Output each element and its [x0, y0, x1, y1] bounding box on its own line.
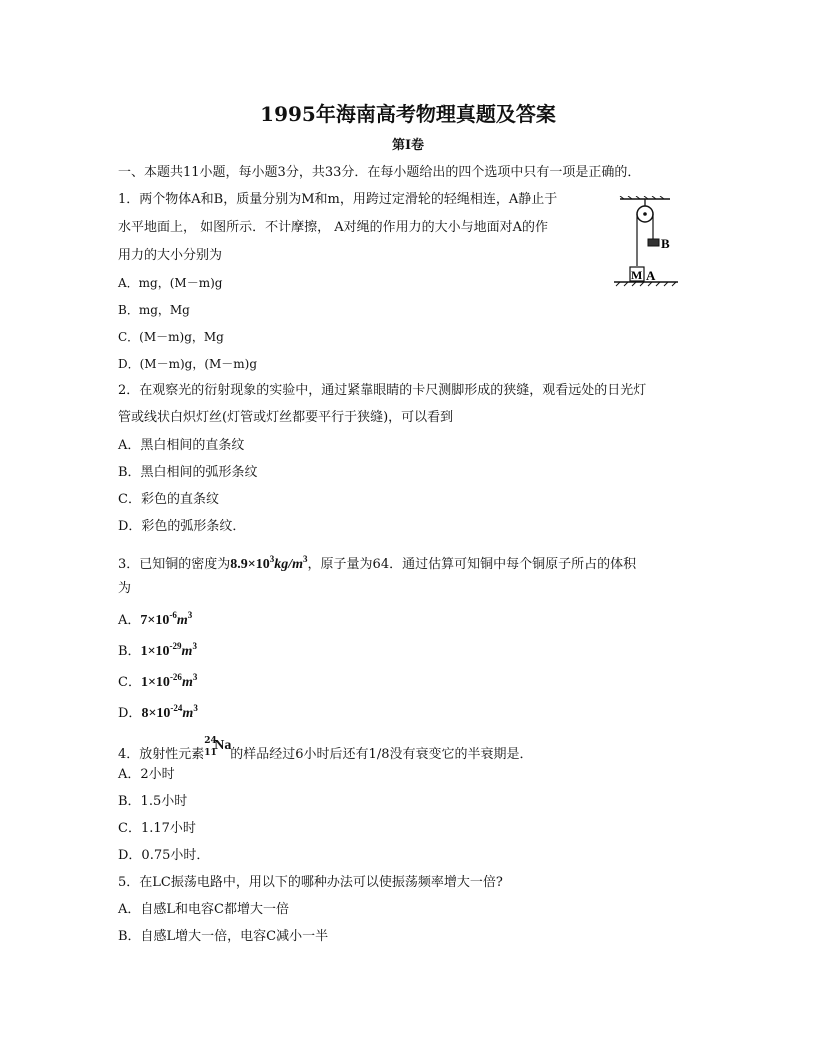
q2-option-d: D．彩色的弧形条纹． — [118, 519, 246, 534]
q4-stem-before: 4．放射性元素 — [118, 747, 205, 762]
q4-option-a: A．2小时 — [118, 767, 175, 782]
q1-option-b: B．mg，Mg — [118, 303, 190, 317]
q1-stem-line2: 水平地面上， 如图所示．不计摩擦， A对绳的作用力的大小与地面对A的作 — [118, 220, 549, 235]
q3-stem-line2: 为 — [118, 581, 132, 596]
block-a-label: A — [646, 268, 656, 283]
q4-stem — [118, 736, 533, 764]
q2-option-c: C．彩色的直条纹 — [118, 492, 219, 507]
q1-stem-line3: 用力的大小分别为 — [118, 248, 223, 263]
q3-option-b: B．$1\times 10^{-29}m^3$ — [118, 641, 197, 659]
q1-option-d: D．(M－m)g，(M－m)g — [118, 357, 258, 371]
q4-option-b: B．1.5小时 — [118, 794, 188, 809]
sodium-nuclide: 24 11 Na — [204, 736, 232, 758]
q3-option-a: A．$7\times 10^{-6}m^3$ — [118, 610, 193, 628]
q1-option-c: C．(M－m)g，Mg — [118, 330, 224, 344]
q3-density-value: $8.9\times 10^3kg/m^3$ — [230, 554, 308, 572]
q4-option-c: C．1.17小时 — [118, 821, 196, 836]
page-title: 1995年海南高考物理真题及答案 — [260, 102, 556, 126]
q2-option-a: A．黑白相间的直条纹 — [118, 438, 245, 453]
q2-stem-line1: 2．在观察光的衍射现象的实验中，通过紧靠眼睛的卡尺测脚形成的狭缝，观看远处的日光灯 — [118, 383, 647, 398]
q2-stem-line2: 管或线状白炽灯丝(灯管或灯丝都要平行于狭缝)，可以看到 — [118, 410, 454, 425]
q1-option-a: A．mg，(M－m)g — [118, 276, 223, 290]
pulley-figure — [610, 196, 682, 292]
q4-option-d: D．0.75小时． — [118, 848, 210, 863]
q5-option-a: A．自感L和电容C都增大一倍 — [118, 902, 289, 917]
q3-stem-line1 — [118, 556, 636, 574]
volume-heading: 第Ⅰ卷 — [391, 138, 425, 153]
q3-option-d: D．$8\times 10^{-24}m^3$ — [118, 703, 198, 721]
q3-stem-after: ，原子量为64．通过估算可知铜中每个铜原子所占的体积 — [307, 557, 637, 572]
q5-option-b: B．自感L增大一倍，电容C减小一半 — [118, 929, 329, 944]
q5-stem: 5．在LC振荡电路中，用以下的哪种办法可以使振荡频率增大一倍? — [118, 875, 503, 890]
block-mass-label: M — [631, 268, 643, 282]
q1-stem-line1: 1．两个物体A和B，质量分别为M和m，用跨过定滑轮的轻绳相连，A静止于 — [118, 192, 558, 207]
q4-stem-after: 的样品经过6小时后还有1/8没有衰变它的半衰期是． — [230, 747, 533, 762]
q2-option-b: B．黑白相间的弧形条纹 — [118, 465, 258, 480]
q3-option-c: C．$1\times 10^{-26}m^3$ — [118, 672, 198, 690]
section-intro: 一、本题共11小题，每小题3分，共33分．在每小题给出的四个选项中只有一项是正确的． — [118, 165, 641, 180]
block-b-label: B — [661, 236, 670, 251]
q3-stem-before: 3．已知铜的密度为 — [118, 557, 231, 572]
